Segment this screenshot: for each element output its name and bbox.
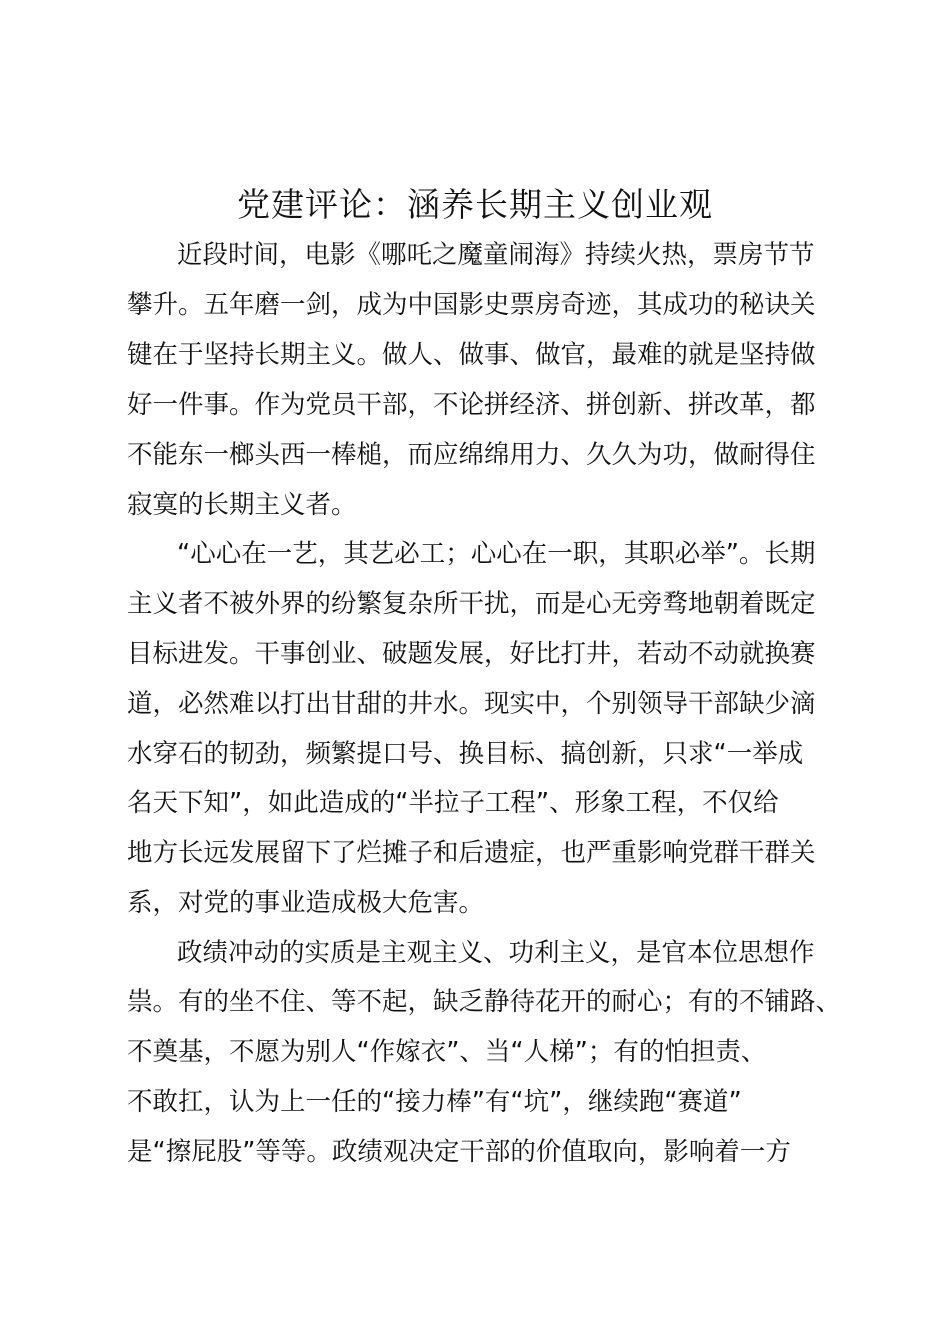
paragraph-1-line-3: 键在于坚持长期主义。做人、做事、做官，最难的就是坚持做 — [127, 340, 816, 370]
paragraph-3-line-4: 不敢扛，认为上一任的“接力棒”有“坑”，继续跑“赛道” — [127, 1087, 742, 1117]
paragraph-3-line-3: 不奠基，不愿为别人“作嫁衣”、当“人梯”；有的怕担责、 — [127, 1037, 767, 1067]
article-title: 党建评论：涵养长期主义创业观 — [237, 185, 713, 224]
paragraph-1-line-2: 攀升。五年磨一剑，成为中国影史票房奇迹，其成功的秘诀关 — [127, 290, 816, 320]
paragraph-2-line-4: 道，必然难以打出甘甜的井水。现实中，个别领导干部缺少滴 — [127, 689, 816, 719]
paragraph-1-line-4: 好一件事。作为党员干部，不论拼经济、拼创新、拼改革，都 — [127, 390, 816, 420]
paragraph-3-line-5: 是“擦屁股”等等。政绩观决定干部的价值取向，影响着一方 — [127, 1137, 791, 1167]
paragraph-2-line-3: 目标进发。干事创业、破题发展，好比打井，若动不动就换赛 — [127, 639, 816, 669]
paragraph-1-line-5: 不能东一榔头西一棒槌，而应绵绵用力、久久为功，做耐得住 — [127, 440, 816, 470]
paragraph-2-line-2: 主义者不被外界的纷繁复杂所干扰，而是心无旁骛地朝着既定 — [127, 589, 816, 619]
paragraph-1-line-1: 近段时间，电影《哪吒之魔童闹海》持续火热，票房节节 — [177, 240, 815, 270]
paragraph-2-line-6: 名天下知”，如此造成的“半拉子工程”、形象工程，不仅给 — [127, 788, 779, 818]
paragraph-2-line-1: “心心在一艺，其艺必工；心心在一职，其职必举”。长期 — [177, 539, 816, 569]
paragraph-2-line-5: 水穿石的韧劲，频繁提口号、换目标、搞创新，只求“一举成 — [127, 739, 804, 769]
paragraph-3-line-1: 政绩冲动的实质是主观主义、功利主义，是官本位思想作 — [177, 938, 815, 968]
paragraph-2-line-8: 系，对党的事业造成极大危害。 — [127, 888, 485, 918]
paragraph-3-line-2: 祟。有的坐不住、等不起，缺乏静待花开的耐心；有的不铺路、 — [127, 987, 842, 1017]
paragraph-2-line-7: 地方长远发展留下了烂摊子和后遗症，也严重影响党群干群关 — [127, 838, 816, 868]
paragraph-1-line-6: 寂寞的长期主义者。 — [127, 490, 357, 520]
